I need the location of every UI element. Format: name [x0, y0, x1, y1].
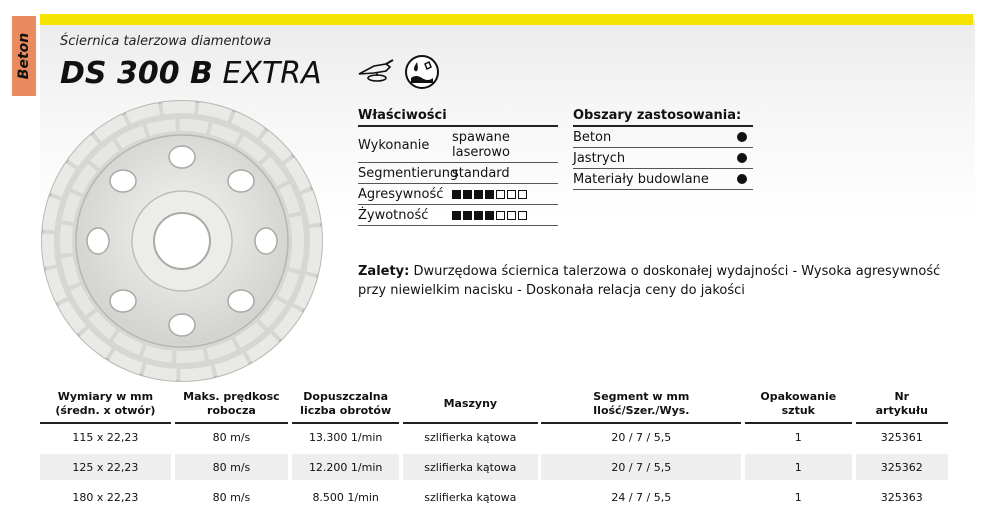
usage-icons — [356, 54, 440, 90]
angle-grinder-icon — [356, 54, 396, 86]
bullet-icon — [737, 153, 747, 163]
property-value — [452, 130, 510, 160]
column-header-segment: Segment w mm Ilość/Szer./Wys. — [541, 386, 741, 423]
table-row: 180 x 22,23 80 m/s 8.500 1/min szlifierka kątowa 24 / 7 / 5,5 1 325363 — [40, 482, 948, 512]
advantages-text — [358, 262, 968, 300]
column-header-max-speed: Maks. prędkosc robocza — [175, 386, 289, 423]
rating-square-empty — [496, 190, 505, 199]
column-header-machines: Maszyny — [403, 386, 538, 423]
rating-square-filled — [452, 190, 461, 199]
product-subtitle: Ściernica talerzowa diamentowa — [60, 34, 272, 49]
area-label: Materiały budowlane — [573, 172, 709, 187]
property-value-line2: laserowo — [452, 145, 510, 160]
properties-header: Właściwości — [358, 108, 558, 127]
lifetime-rating — [452, 208, 529, 223]
property-row-zywotnosc — [358, 205, 558, 226]
product-title — [60, 56, 322, 91]
area-row — [573, 169, 753, 190]
rating-square-empty — [507, 190, 516, 199]
yellow-header-bar — [40, 14, 973, 25]
rating-square-empty — [518, 190, 527, 199]
rating-square-filled — [463, 211, 472, 220]
column-header-package: Opakowanie sztuk — [745, 386, 852, 423]
product-title-bold: DS 300 B — [60, 56, 213, 91]
area-row — [573, 127, 753, 148]
rating-square-empty — [496, 211, 505, 220]
wet-dry-icon — [404, 54, 440, 90]
category-tab-label: Beton — [16, 32, 32, 80]
rating-square-filled — [452, 211, 461, 220]
area-label: Jastrych — [573, 151, 626, 166]
area-row — [573, 148, 753, 169]
property-row-segmentierung — [358, 163, 558, 184]
rating-square-empty — [507, 211, 516, 220]
area-label: Beton — [573, 130, 612, 145]
rating-square-empty — [518, 211, 527, 220]
property-value-line1: spawane — [452, 130, 510, 145]
table-header-row — [40, 386, 948, 423]
rating-square-filled — [474, 190, 483, 199]
column-header-dimensions: Wymiary w mm (średn. x otwór) — [40, 386, 171, 423]
bullet-icon — [737, 132, 747, 142]
application-areas-table — [573, 108, 753, 190]
property-value: standard — [452, 166, 510, 181]
category-tab — [12, 16, 36, 96]
property-label: Wykonanie — [358, 137, 430, 153]
column-header-article-no: Nr artykułu — [856, 386, 948, 423]
advantages-body: Dwurzędowa ściernica talerzowa o doskonałej wydajności - Wysoka agresywność przy niewielkim nacisku - Doskonała relacja ceny do jakości — [358, 264, 941, 298]
property-label: Segmentierung — [358, 166, 459, 181]
property-label: Żywotność — [358, 208, 429, 223]
table-row: 115 x 22,23 80 m/s 13.300 1/min szlifierka kątowa 20 / 7 / 5,5 1 325361 — [40, 423, 948, 452]
rating-square-filled — [485, 211, 494, 220]
diamond-disc-image — [38, 97, 326, 385]
property-row-wykonanie — [358, 127, 558, 163]
rating-square-filled — [474, 211, 483, 220]
product-title-light: EXTRA — [222, 56, 322, 91]
rating-square-filled — [463, 190, 472, 199]
properties-table — [358, 108, 558, 226]
property-label: Agresywność — [358, 187, 444, 202]
advantages-label: Zalety: — [358, 264, 410, 279]
property-row-agresywnosc — [358, 184, 558, 205]
column-header-rpm: Dopuszczalna liczba obrotów — [292, 386, 399, 423]
product-spec-table — [40, 386, 948, 514]
rating-square-filled — [485, 190, 494, 199]
areas-header: Obszary zastosowania: — [573, 108, 753, 127]
bullet-icon — [737, 174, 747, 184]
table-row: 125 x 22,23 80 m/s 12.200 1/min szlifierka kątowa 20 / 7 / 5,5 1 325362 — [40, 452, 948, 482]
aggressiveness-rating — [452, 187, 529, 202]
